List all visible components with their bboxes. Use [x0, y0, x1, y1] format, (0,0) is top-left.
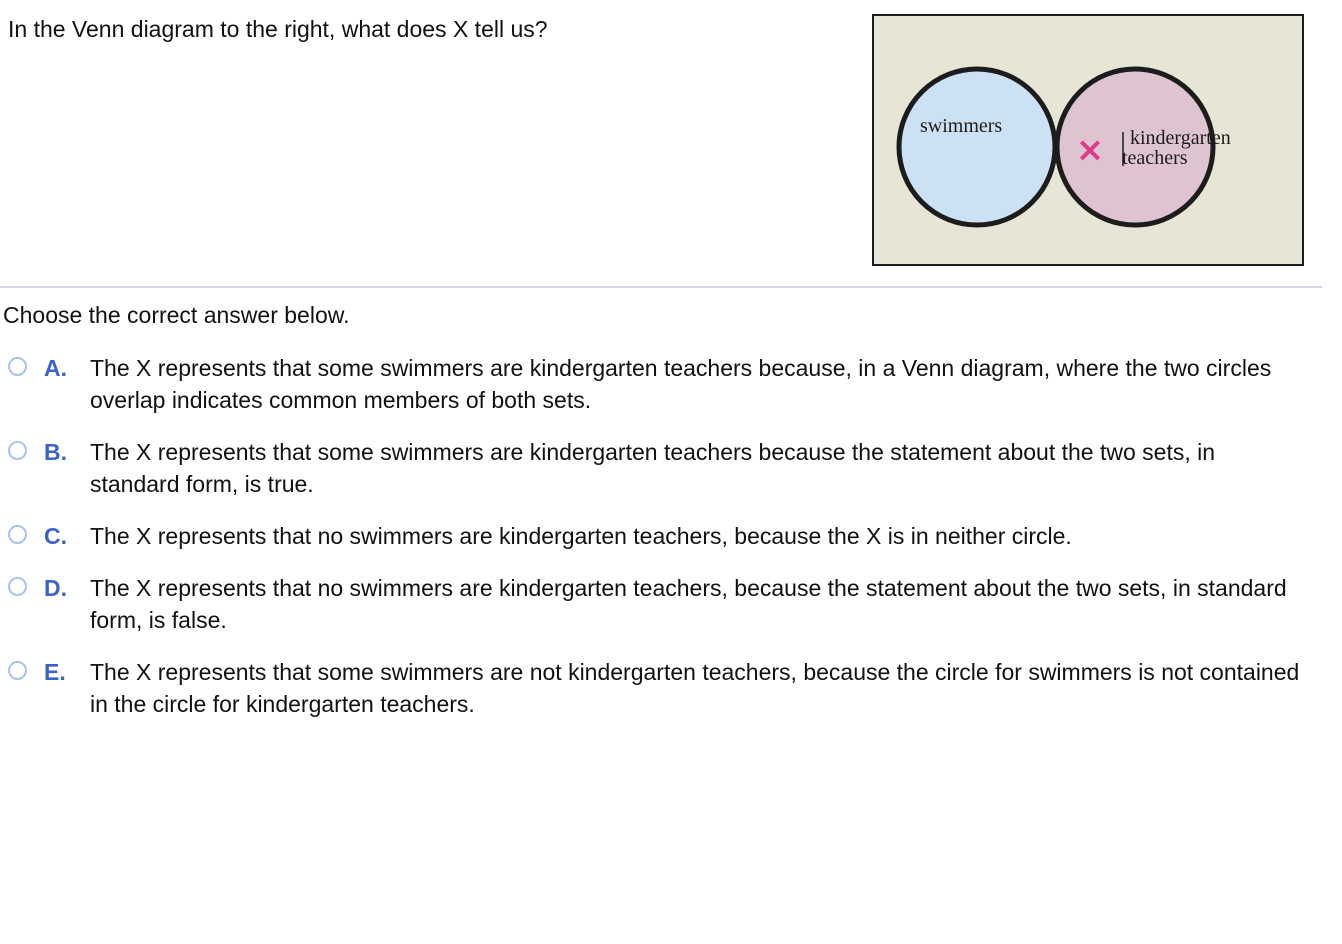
choice-letter: A.	[44, 355, 67, 381]
choice-c[interactable]	[0, 520, 1322, 552]
x-marker: ×	[1075, 130, 1105, 170]
choice-d[interactable]	[0, 572, 1322, 636]
choice-text: The X represents that some swimmers are not kindergarten teachers, because the circle for swimmers is not contained in the circle for kindergarten teachers.	[90, 659, 1300, 717]
answer-choices	[0, 352, 1322, 740]
radio-button[interactable]	[8, 441, 27, 460]
choice-text: The X represents that some swimmers are kindergarten teachers because the statement about the two sets, in standard form, is true.	[90, 439, 1216, 497]
choice-letter: B.	[44, 439, 67, 465]
choice-b[interactable]	[0, 436, 1322, 500]
radio-button[interactable]	[8, 577, 27, 596]
kindergarten-label-line2: teachers	[1122, 147, 1188, 169]
choice-letter: D.	[44, 575, 67, 601]
choice-text: The X represents that some swimmers are kindergarten teachers because, in a Venn diagram, where the two circles overlap indicates common members of both sets.	[90, 355, 1272, 413]
choice-e[interactable]	[0, 656, 1322, 720]
choice-text: The X represents that no swimmers are kindergarten teachers, because the statement about the two sets, in standard form, is false.	[90, 575, 1287, 633]
choice-text: The X represents that no swimmers are kindergarten teachers, because the X is in neither circle.	[90, 523, 1072, 549]
radio-button[interactable]	[8, 357, 27, 376]
kindergarten-label-line1: kindergarten	[1130, 127, 1231, 149]
question-text: In the Venn diagram to the right, what does X tell us?	[8, 16, 548, 42]
radio-button[interactable]	[8, 525, 27, 544]
choice-letter: E.	[44, 659, 66, 685]
choice-letter: C.	[44, 523, 67, 549]
instruction-text: Choose the correct answer below.	[3, 302, 350, 328]
choice-a[interactable]	[0, 352, 1322, 416]
venn-diagram	[872, 14, 1304, 266]
swimmers-label: swimmers	[920, 115, 1003, 137]
section-divider	[0, 286, 1322, 288]
radio-button[interactable]	[8, 661, 27, 680]
